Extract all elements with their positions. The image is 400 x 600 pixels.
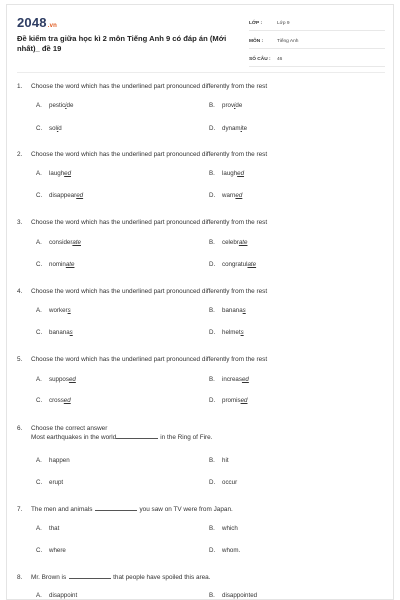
option-a[interactable]: A. workers bbox=[36, 307, 71, 314]
option-c[interactable]: C. disappeared bbox=[36, 192, 84, 199]
option-d[interactable]: D. dynamite bbox=[209, 125, 248, 132]
option-a[interactable]: A. that bbox=[36, 525, 60, 532]
question-text: Choose the word which has the underlined part pronounced differently from the rest bbox=[31, 356, 268, 363]
option-d[interactable]: D. helmets bbox=[209, 329, 244, 336]
option-d[interactable]: D. promised bbox=[209, 397, 248, 404]
option-c[interactable]: C. bananas bbox=[36, 329, 73, 336]
option-a[interactable]: A. disappoint bbox=[36, 592, 78, 599]
option-c[interactable]: C. erupt bbox=[36, 479, 64, 486]
option-c[interactable]: C. where bbox=[36, 547, 66, 554]
question-8: 8. Mr. Brown is that people have spoiled this area. A. disappoint B. disappointed bbox=[17, 574, 258, 599]
option-a[interactable]: A. happen bbox=[36, 457, 70, 464]
option-b[interactable]: B. hit bbox=[209, 457, 229, 464]
site-logo[interactable]: 2048.vn bbox=[17, 15, 58, 30]
answer-blank bbox=[69, 573, 111, 579]
header-divider bbox=[17, 72, 385, 73]
option-a[interactable]: A. considerate bbox=[36, 239, 81, 246]
answer-blank bbox=[95, 505, 137, 511]
question-1: 1. Choose the word which has the underlined part pronounced differently from the rest A. pesticide B. provide C. solid D. dynamite bbox=[17, 83, 268, 132]
question-text: Choose the correct answer bbox=[31, 425, 108, 432]
option-c[interactable]: C. crossed bbox=[36, 397, 71, 404]
meta-question-count: SỐ CÂU : 46 bbox=[249, 53, 385, 67]
question-text: Choose the word which has the underlined part pronounced differently from the rest bbox=[31, 219, 268, 226]
question-2: 2. Choose the word which has the underlined part pronounced differently from the rest A. laughed B. laughed C. disappeared D. warned bbox=[17, 151, 268, 199]
meta-class: LỚP : Lớp 9 bbox=[249, 17, 385, 31]
option-a[interactable]: A. pesticide bbox=[36, 102, 74, 109]
option-a[interactable]: A. supposed bbox=[36, 376, 76, 383]
document-title: Đề kiểm tra giữa học kì 2 môn Tiếng Anh 9 có đáp án (Mới nhất)_ đề 19 bbox=[17, 34, 227, 53]
option-d[interactable]: D. warned bbox=[209, 192, 243, 199]
question-5: 5. Choose the word which has the underlined part pronounced differently from the rest A. supposed B. increased C. crossed D. promised bbox=[17, 356, 268, 404]
question-text: Mr. Brown is bbox=[31, 574, 67, 581]
question-text: Choose the word which has the underlined part pronounced differently from the rest bbox=[31, 83, 268, 90]
question-text: Choose the word which has the underlined part pronounced differently from the rest bbox=[31, 151, 268, 158]
option-c[interactable]: C. nominate bbox=[36, 261, 75, 268]
document-page bbox=[6, 4, 394, 600]
document-meta bbox=[249, 17, 385, 71]
question-7: 7. The men and animals you saw on TV were from Japan. A. that B. which C. where D. whom. bbox=[17, 506, 241, 554]
question-4: 4. Choose the word which has the underlined part pronounced differently from the rest A. workers B. bananas C. bananas D. helmets bbox=[17, 288, 268, 336]
option-b[interactable]: B. disappointed bbox=[209, 592, 258, 599]
question-text: Choose the word which has the underlined part pronounced differently from the rest bbox=[31, 288, 268, 295]
option-b[interactable]: B. celebrate bbox=[209, 239, 248, 246]
option-b[interactable]: B. increased bbox=[209, 376, 249, 383]
option-d[interactable]: D. congratulate bbox=[209, 261, 257, 268]
option-b[interactable]: B. bananas bbox=[209, 307, 246, 314]
document-header bbox=[17, 15, 385, 67]
option-b[interactable]: B. laughed bbox=[209, 170, 245, 177]
option-b[interactable]: B. provide bbox=[209, 102, 243, 109]
option-d[interactable]: D. whom. bbox=[209, 547, 241, 554]
option-d[interactable]: D. occur bbox=[209, 479, 238, 486]
answer-blank bbox=[116, 433, 158, 439]
question-sentence: Most earthquakes in the world in the Ring of Fire. bbox=[31, 434, 213, 441]
question-3: 3. Choose the word which has the underlined part pronounced differently from the rest A. considerate B. celebrate C. nominate D. congratulate bbox=[17, 219, 268, 268]
option-a[interactable]: A. laughed bbox=[36, 170, 72, 177]
meta-subject: MÔN : Tiếng Anh bbox=[249, 35, 385, 49]
option-c[interactable]: C. solid bbox=[36, 125, 62, 132]
option-b[interactable]: B. which bbox=[209, 525, 238, 532]
question-6: 6. Choose the correct answer Most earthquakes in the world in the Ring of Fire. A. happen B. hit C. erupt D. occur bbox=[17, 424, 385, 442]
question-text: The men and animals bbox=[31, 506, 93, 513]
